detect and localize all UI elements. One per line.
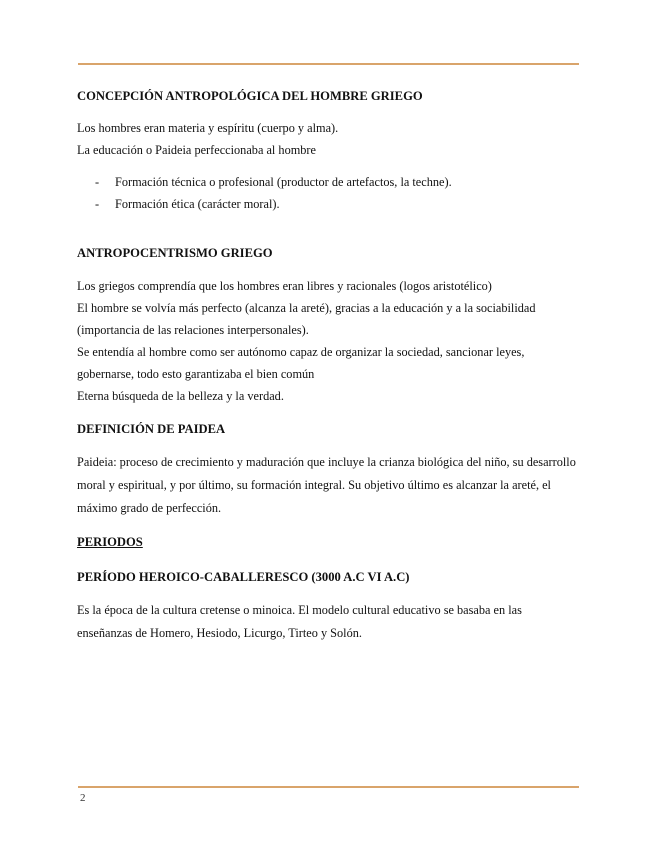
paragraph: Paideia: proceso de crecimiento y maduración que incluye la crianza biológica del niño, su desarrollo moral y espiritual, y por último, su formación integral. Su objetivo último es alcanzar la areté, el máximo grado de perfección.: [77, 455, 576, 515]
dash-bullet: -: [95, 197, 100, 211]
paragraph: La educación o Paideia perfeccionaba al hombre: [77, 143, 316, 157]
list-item-text: Formación técnica o profesional (productor de artefactos, la techne).: [115, 175, 452, 189]
heading-paidea: DEFINICIÓN DE PAIDEA: [77, 422, 226, 436]
heading-concepcion: CONCEPCIÓN ANTROPOLÓGICA DEL HOMBRE GRIEGO: [77, 89, 423, 103]
paragraph: Eterna búsqueda de la belleza y la verdad.: [77, 389, 284, 403]
paragraph: Los hombres eran materia y espíritu (cuerpo y alma).: [77, 121, 339, 135]
paragraph: Es la época de la cultura cretense o minoica. El modelo cultural educativo se basaba en las enseñanzas de Homero, Hesiodo, Licurgo, Tirteo y Solón.: [77, 603, 522, 640]
list-item-text: Formación ética (carácter moral).: [115, 197, 280, 211]
footer-rule: [78, 786, 579, 788]
paragraph: Se entendía al hombre como ser autónomo capaz de organizar la sociedad, sancionar leyes, gobernarse, todo esto garantizaba el bien común: [77, 345, 525, 381]
bullet-list: [77, 171, 577, 215]
heading-antropocentrismo: ANTROPOCENTRISMO GRIEGO: [77, 246, 273, 260]
page-body: [77, 84, 577, 645]
list-item: [77, 171, 577, 193]
header-rule: [78, 63, 579, 65]
heading-heroico: PERÍODO HEROICO-CABALLERESCO (3000 A.C VI A.C): [77, 570, 410, 584]
paragraph: El hombre se volvía más perfecto (alcanza la areté), gracias a la educación y a la sociabilidad (importancia de las relaciones interpersonales).: [77, 301, 536, 337]
paragraph: Los griegos comprendía que los hombres eran libres y racionales (logos aristotélico): [77, 279, 492, 293]
list-item: [77, 193, 577, 215]
heading-periodos: PERIODOS: [77, 535, 143, 549]
page-number: 2: [80, 792, 86, 804]
dash-bullet: -: [95, 175, 100, 189]
